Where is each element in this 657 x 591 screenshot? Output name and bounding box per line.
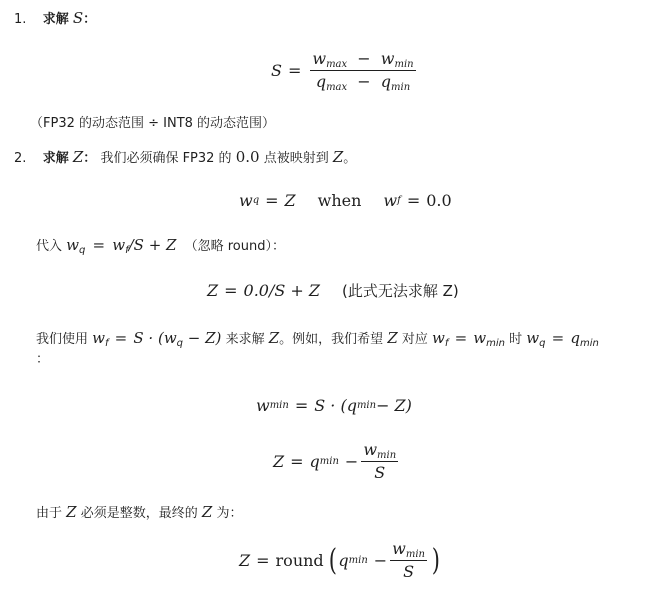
eq-when-value: 0.0 bbox=[426, 191, 452, 210]
eq-final-equals: = bbox=[256, 551, 270, 570]
usage-expr-b: − Z) bbox=[183, 329, 222, 347]
step-2-colon: ： bbox=[83, 151, 97, 166]
integer-var2: Z bbox=[201, 503, 213, 521]
usage-wf: w bbox=[92, 329, 105, 347]
eq-final-lparen: ( bbox=[328, 542, 337, 578]
eq-s-num-minus: − bbox=[357, 49, 371, 68]
usage-e: 时 bbox=[509, 332, 523, 347]
step-2-desc-end: 。 bbox=[343, 151, 357, 166]
integer-paragraph bbox=[36, 503, 242, 523]
eq-final-fraction bbox=[390, 540, 427, 581]
usage-wf2: w bbox=[432, 329, 445, 347]
eq-s-den-q-max-sub: max bbox=[326, 82, 348, 93]
eq-when-word: when bbox=[317, 191, 362, 210]
eq-s-den-q-min: q bbox=[380, 72, 392, 91]
eq-final-q: q bbox=[338, 551, 349, 570]
eq-z2-equals: = bbox=[290, 452, 304, 471]
equation-when: w q = Z when w f = 0.0 bbox=[239, 191, 452, 210]
substitute-wf: w bbox=[112, 236, 126, 254]
fp32-range-note: （FP32 的动态范围 ÷ INT8 的动态范围） bbox=[30, 116, 276, 131]
step-2-desc-val: 0.0 bbox=[235, 148, 260, 166]
eq-final-round: round bbox=[275, 551, 324, 570]
eq-z2-num-w: w bbox=[363, 440, 378, 459]
usage-a: 我们使用 bbox=[36, 332, 89, 347]
usage-paragraph bbox=[36, 329, 599, 349]
eq-s-fraction bbox=[310, 50, 415, 91]
usage-wq: w bbox=[526, 329, 540, 347]
eq-z1-equals: = bbox=[224, 281, 238, 300]
eq-s-num-w-max-sub: max bbox=[326, 59, 348, 70]
step-1-colon: ： bbox=[83, 12, 97, 27]
usage-expr-a: S · (w bbox=[133, 329, 177, 347]
usage-wf2-sub: f bbox=[444, 338, 449, 349]
eq-z2-fraction bbox=[361, 441, 398, 482]
eq-s-den-q-min-sub: min bbox=[391, 82, 411, 93]
substitute-rest: /S + Z bbox=[128, 236, 177, 254]
eq-wmin-rhs-b: − Z) bbox=[376, 396, 412, 415]
eq-wmin-lhs: w bbox=[256, 396, 270, 415]
usage-expr-sub: q bbox=[176, 338, 184, 349]
eq-z1-note: (此式无法求解 Z) bbox=[342, 282, 459, 300]
eq-s-equals: = bbox=[287, 61, 302, 80]
step-1-var: S bbox=[72, 9, 84, 27]
usage-qmin-sub: min bbox=[579, 338, 599, 349]
usage-qmin: q bbox=[570, 329, 580, 347]
eq-final-minus: − bbox=[373, 551, 388, 570]
eq-z2-denominator bbox=[372, 462, 387, 482]
usage-wq-sub: q bbox=[539, 338, 546, 349]
step-2-number: 2. bbox=[14, 151, 27, 166]
substitute-note: （忽略 round）： bbox=[184, 239, 285, 254]
usage-c: 。例如，我们希望 bbox=[279, 332, 384, 347]
substitute-wq-sub: q bbox=[79, 245, 86, 256]
integer-var: Z bbox=[66, 503, 77, 521]
usage-colon: ： bbox=[36, 352, 50, 367]
eq-when-equals-2: = bbox=[406, 191, 421, 210]
step-1-heading bbox=[14, 9, 96, 29]
eq-s-num-w-min-sub: min bbox=[394, 59, 414, 70]
step-2-label: 求解 bbox=[42, 151, 69, 166]
step-1-number: 1. bbox=[14, 12, 27, 27]
step-2-heading bbox=[14, 148, 356, 168]
usage-b: 来求解 bbox=[225, 332, 265, 347]
usage-d: 对应 bbox=[401, 332, 428, 347]
substitute-wf-sub: f bbox=[125, 245, 129, 256]
substitute-line bbox=[36, 236, 285, 256]
eq-when-rhs: Z bbox=[284, 191, 296, 210]
equation-z-unsolvable bbox=[207, 280, 459, 301]
eq-s-num-w-min: w bbox=[380, 49, 395, 68]
eq-s-denominator bbox=[314, 71, 412, 91]
step-2-desc-var: Z bbox=[332, 148, 344, 166]
step-2-desc-b: 点被映射到 bbox=[263, 151, 329, 166]
eq-s-lhs: S bbox=[271, 61, 282, 80]
step-2-desc-a: 我们必须确保 FP32 的 bbox=[100, 151, 232, 166]
eq-z2-num-w-sub: min bbox=[377, 450, 397, 461]
integer-a: 由于 bbox=[36, 506, 63, 521]
usage-wmin-sub: min bbox=[486, 338, 505, 349]
eq-s-num-w-max: w bbox=[312, 49, 327, 68]
eq-wmin-rhs-a: S · (q bbox=[314, 396, 357, 415]
eq-z2-q: q bbox=[309, 452, 320, 471]
eq-final-numerator bbox=[390, 540, 427, 561]
equation-wmin: w min = S · (q min − Z) bbox=[256, 396, 412, 415]
eq-s-numerator bbox=[310, 50, 415, 71]
usage-equals-5: = bbox=[551, 329, 565, 347]
step-1-label: 求解 bbox=[42, 12, 69, 27]
integer-b: 必须是整数，最终的 bbox=[80, 506, 198, 521]
eq-final-denominator bbox=[401, 561, 416, 581]
eq-final-num-w: w bbox=[392, 539, 406, 558]
usage-wf-sub: f bbox=[105, 338, 109, 349]
eq-when-equals: = bbox=[265, 191, 279, 210]
equation-z-formula: Z = q min − $\frac{w_{min}}{S}$ bbox=[273, 440, 397, 482]
equation-z-final: Z = round ( q min − $\frac{w_{min}}{S}$ ) bbox=[239, 539, 440, 581]
usage-var: Z bbox=[268, 329, 280, 347]
usage-var2: Z bbox=[387, 329, 398, 347]
eq-final-num-w-sub: min bbox=[405, 549, 425, 560]
eq-s-den-q-max: q bbox=[315, 72, 327, 91]
usage-equals-3: = bbox=[454, 329, 468, 347]
equation-scale bbox=[271, 50, 419, 91]
substitute-wq: w bbox=[66, 236, 79, 254]
eq-final-rparen: ) bbox=[431, 542, 440, 578]
eq-s-den-minus: − bbox=[357, 72, 371, 91]
step-2-var: Z bbox=[72, 148, 84, 166]
eq-z2-den-s: S bbox=[374, 463, 386, 482]
eq-when-lhs: w bbox=[239, 191, 253, 210]
integer-c: 为： bbox=[216, 506, 243, 521]
substitute-equals: = bbox=[92, 236, 106, 254]
eq-final-den-s: S bbox=[403, 562, 415, 581]
usage-equals: = bbox=[114, 329, 128, 347]
eq-final-lhs: Z bbox=[239, 551, 251, 570]
eq-z2-minus: − bbox=[344, 452, 359, 471]
eq-z2-numerator bbox=[361, 441, 398, 462]
eq-z1-lhs: Z bbox=[207, 281, 219, 300]
eq-z2-lhs: Z bbox=[273, 452, 285, 471]
substitute-pre: 代入 bbox=[36, 239, 63, 254]
usage-wmin: w bbox=[473, 329, 487, 347]
eq-wmin-equals: = bbox=[294, 396, 309, 415]
eq-z1-rhs: 0.0/S + Z bbox=[243, 281, 321, 300]
eq-when-wf: w bbox=[383, 191, 398, 210]
